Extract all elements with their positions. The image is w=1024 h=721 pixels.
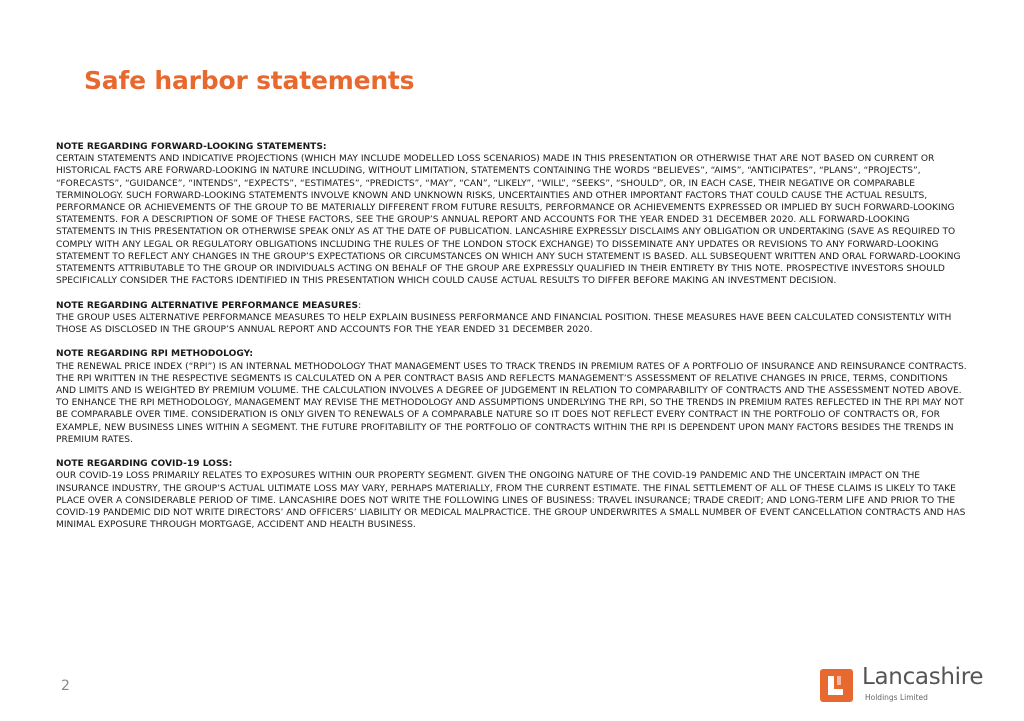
section-rpi-methodology	[56, 348, 970, 446]
logo-subtitle: Holdings Limited	[865, 693, 928, 702]
section-text: THE RENEWAL PRICE INDEX (“RPI”) IS AN INTERNAL METHODOLOGY THAT MANAGEMENT USES TO TRACK TRENDS IN PREMIUM RATES OF A PORTFOLIO OF INSURANCE AND REINSURANCE CONTRACTS. THE RPI WRITTEN IN THE RESPECTIVE SEGMENTS IS CALCULATED ON A PER CONTRACT BASIS AND REFLECTS MANAGEMENT’S ASSESSMENT OF RELATIVE CHANGES IN PRICE, TERMS, CONDITIONS AND LIMITS AND IS WEIGHTED BY PREMIUM VOLUME. THE CALCULATION INVOLVES A DEGREE OF JUDGEMENT IN RELATION TO COMPARABILITY OF CONTRACTS AND THE ASSESSMENT NOTED ABOVE. TO ENHANCE THE RPI METHODOLOGY, MANAGEMENT MAY REVISE THE METHODOLOGY AND ASSUMPTIONS UNDERLYING THE RPI, SO THE TRENDS IN PREMIUM RATES REFLECTED IN THE RPI MAY NOT BE COMPARABLE OVER TIME. CONSIDERATION IS ONLY GIVEN TO RENEWALS OF A COMPARABLE NATURE SO IT DOES NOT REFLECT EVERY CONTRACT IN THE PORTFOLIO OF CONTRACTS OR, FOR EXAMPLE, NEW BUSINESS LINES WITHIN A SEGMENT. THE FUTURE PROFITABILITY OF THE PORTFOLIO OF CONTRACTS WITHIN THE RPI IS DEPENDENT UPON MANY FACTORS BESIDES THE TRENDS IN PREMIUM RATES.	[56, 361, 967, 445]
section-text: THE GROUP USES ALTERNATIVE PERFORMANCE MEASURES TO HELP EXPLAIN BUSINESS PERFORMANCE AND FINANCIAL POSITION. THESE MEASURES HAVE BEEN CALCULATED CONSISTENTLY WITH THOSE AS DISCLOSED IN THE GROUP’S ANNUAL REPORT AND ACCOUNTS FOR THE YEAR ENDED 31 DECEMBER 2020.	[56, 312, 952, 336]
section-heading: NOTE REGARDING FORWARD-LOOKING STATEMENTS:	[56, 142, 327, 152]
section-heading: NOTE REGARDING RPI METHODOLOGY:	[56, 349, 254, 360]
section-heading-suffix: :	[358, 300, 362, 311]
logo-wordmark: Lancashire	[862, 664, 984, 690]
section-heading	[56, 300, 970, 312]
section-heading-label: NOTE REGARDING ALTERNATIVE PERFORMANCE MEASURES	[56, 300, 359, 311]
section-text: OUR COVID-19 LOSS PRIMARILY RELATES TO EXPOSURES WITHIN OUR PROPERTY SEGMENT. GIVEN THE ONGOING NATURE OF THE COVID-19 PANDEMIC AND THE UNCERTAIN IMPACT ON THE INSURANCE INDUSTRY, THE GROUP’S ACTUAL ULTIMATE LOSS MAY VARY, PERHAPS MATERIALLY, FROM THE CURRENT ESTIMATE. THE FINAL SETTLEMENT OF ALL OF THESE CLAIMS IS LIKELY TO TAKE PLACE OVER A CONSIDERABLE PERIOD OF TIME. LANCASHIRE DOES NOT WRITE THE FOLLOWING LINES OF BUSINESS: TRAVEL INSURANCE; TRADE CREDIT; AND LONG-TERM LIFE AND PRIOR TO THE COVID-19 PANDEMIC DID NOT WRITE DIRECTORS’ AND OFFICERS’ LIABILITY OR MEDICAL MALPRACTICE. THE GROUP UNDERWRITES A SMALL NUMBER OF EVENT CANCELLATION CONTRACTS AND HAS MINIMAL EXPOSURE THROUGH MORTGAGE, ACCIDENT AND HEALTH BUSINESS.	[56, 471, 966, 531]
section-forward-looking	[56, 141, 970, 287]
page-number: 2	[61, 678, 70, 694]
section-heading: NOTE REGARDING COVID-19 LOSS:	[56, 459, 233, 470]
company-logo	[820, 664, 1010, 706]
section-text: CERTAIN STATEMENTS AND INDICATIVE PROJECTIONS (WHICH MAY INCLUDE MODELLED LOSS SCENARIOS) MADE IN THIS PRESENTATION OR OTHERWISE THAT ARE NOT BASED ON CURRENT OR HISTORICAL FACTS ARE FORWARD-LOOKING IN NATURE INCLUDING, WITHOUT LIMITATION, STATEMENTS CONTAINING THE WORDS “BELIEVES”, “AIMS”, “ANTICIPATES”, “PLANS”, “PROJECTS”, “FORECASTS”, “GUIDANCE”, “INTENDS”, “EXPECTS”, “ESTIMATES”, “PREDICTS”, “MAY”, “CAN”, “LIKELY”, “WILL”, “SEEKS”, “SHOULD”, OR, IN EACH CASE, THEIR NEGATIVE OR COMPARABLE TERMINOLOGY. SUCH FORWARD-LOOKING STATEMENTS INVOLVE KNOWN AND UNKNOWN RISKS, UNCERTAINTIES AND OTHER IMPORTANT FACTORS THAT COULD CAUSE THE ACTUAL RESULTS, PERFORMANCE OR ACHIEVEMENTS OF THE GROUP TO BE MATERIALLY DIFFERENT FROM FUTURE RESULTS, PERFORMANCE OR ACHIEVEMENTS EXPRESSED OR IMPLIED BY SUCH FORWARD-LOOKING STATEMENTS. FOR A DESCRIPTION OF SOME OF THESE FACTORS, SEE THE GROUP’S ANNUAL REPORT AND ACCOUNTS FOR THE YEAR ENDED 31 DECEMBER 2020. ALL FORWARD-LOOKING STATEMENTS IN THIS PRESENTATION OR OTHERWISE SPEAK ONLY AS AT THE DATE OF PUBLICATION. LANCASHIRE EXPRESSLY DISCLAIMS ANY OBLIGATION OR UNDERTAKING (SAVE AS REQUIRED TO COMPLY WITH ANY LEGAL OR REGULATORY OBLIGATIONS INCLUDING THE RULES OF THE LONDON STOCK EXCHANGE) TO DISSEMINATE ANY UPDATES OR REVISIONS TO ANY FORWARD-LOOKING STATEMENT TO REFLECT ANY CHANGES IN THE GROUP’S EXPECTATIONS OR CIRCUMSTANCES ON WHICH ANY SUCH STATEMENT IS BASED. ALL SUBSEQUENT WRITTEN AND ORAL FORWARD-LOOKING STATEMENTS ATTRIBUTABLE TO THE GROUP OR INDIVIDUALS ACTING ON BEHALF OF THE GROUP ARE EXPRESSLY QUALIFIED IN THEIR ENTIRETY BY THIS NOTE. PROSPECTIVE INVESTORS SHOULD SPECIFICALLY CONSIDER THE FACTORS IDENTIFIED IN THIS PRESENTATION WHICH COULD CAUSE ACTUAL RESULTS TO DIFFER BEFORE MAKING AN INVESTMENT DECISION.	[56, 154, 961, 287]
page-title: Safe harbor statements	[84, 66, 415, 95]
disclaimer-body	[56, 141, 970, 544]
section-covid-loss	[56, 458, 970, 531]
lancashire-l-mark-icon	[820, 669, 853, 702]
section-alternative-performance	[56, 300, 970, 337]
